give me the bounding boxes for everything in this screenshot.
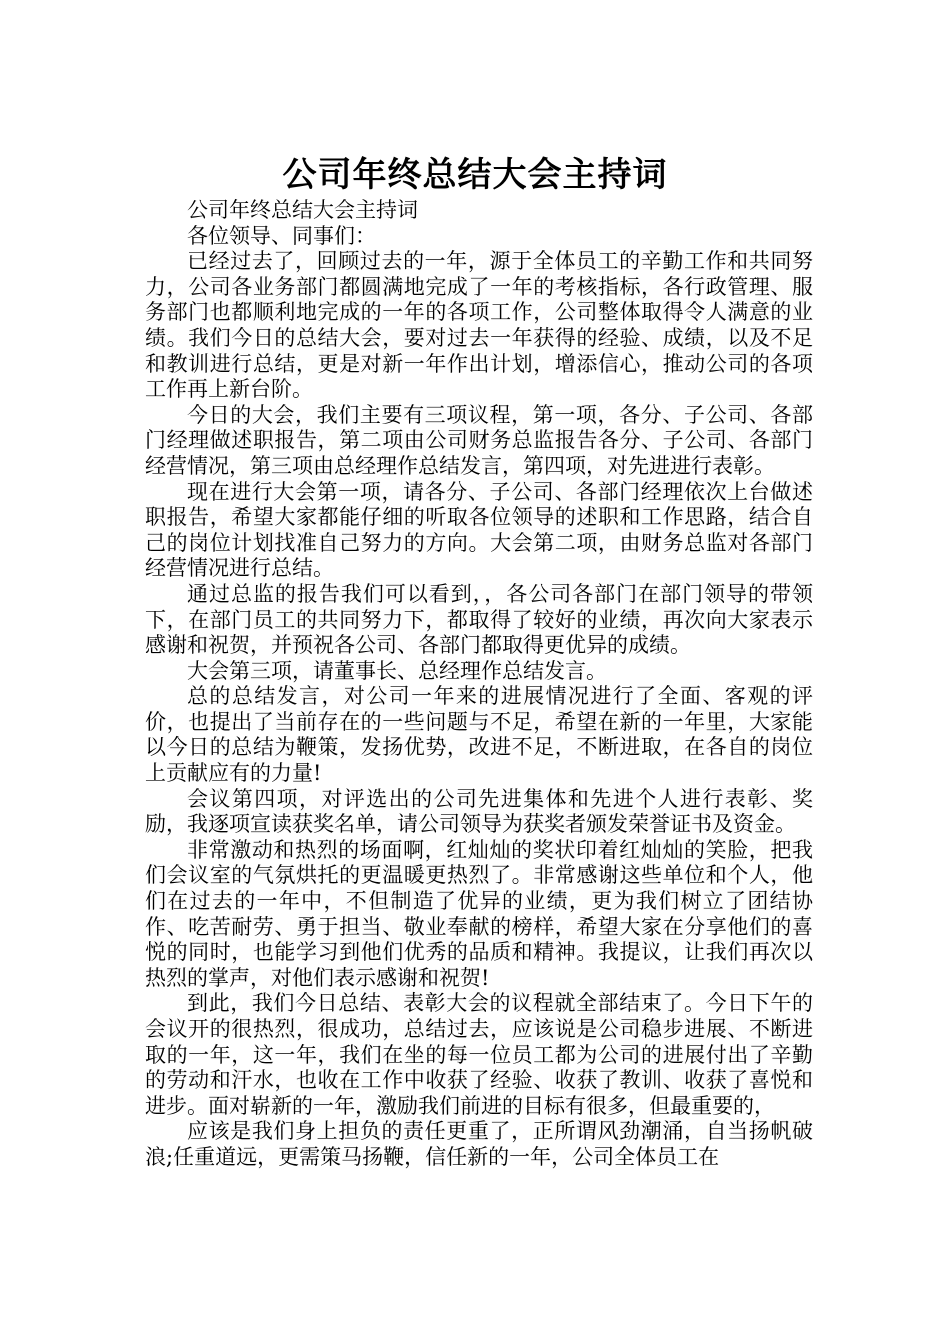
document-title: 公司年终总结大会主持词 — [282, 154, 668, 195]
paragraph-item-three: 大会第三项，请董事长、总经理作总结发言。 — [187, 658, 607, 683]
paragraph-awards: 非常激动和热烈的场面啊，红灿灿的奖状印着红灿灿的笑脸，把我们会议室的气氛烘托的更温暖更热烈了。非常感谢这些单位和个人，他们在过去的一年中，不但制造了优异的业绩，更为我们树立了团结协作、吃苦耐劳、勇于担当、敬业奉献的榜样，希望大家在分享他们的喜悦的同时，也能学习到他们优秀的品质和精神。我提议，让我们再次以热烈的掌声，对他们表示感谢和祝贺! — [145, 837, 813, 990]
paragraph-outlook: 应该是我们身上担负的责任更重了，正所谓风劲潮涌，自当扬帆破浪;任重道远，更需策马扬鞭，信任新的一年，公司全体员工在 — [145, 1119, 813, 1169]
paragraph-agenda: 今日的大会，我们主要有三项议程，第一项，各分、子公司、各部门经理做述职报告，第二项由公司财务总监报告各分、子公司、各部门经营情况，第三项由总经理作总结发言，第四项，对先进进行表彰。 — [145, 402, 813, 478]
paragraph-director-report: 通过总监的报告我们可以看到，，各公司各部门在部门领导的带领下，在部门员工的共同努力下，都取得了较好的业绩，再次向大家表示感谢和祝贺，并预祝各公司、各部门都取得更优异的成绩。 — [145, 581, 813, 658]
paragraph-summary-speech: 总的总结发言，对公司一年来的进展情况进行了全面、客观的评价，也提出了当前存在的一些问题与不足，希望在新的一年里，大家能以今日的总结为鞭策，发扬优势，改进不足，不断进取，在各自的岗位上贡献应有的力量! — [145, 684, 813, 786]
document-body — [145, 198, 813, 1171]
paragraph-closing: 到此，我们今日总结、表彰大会的议程就全部结束了。今日下午的会议开的很热烈，很成功，总结过去，应该说是公司稳步进展、不断进取的一年，这一年，我们在坐的每一位员工都为公司的进展付出了辛勤的劳动和汗水，也收在工作中收获了经验、收获了教训、收获了喜悦和进步。面对崭新的一年，激励我们前进的目标有很多，但最重要的， — [145, 991, 813, 1118]
paragraph-greeting: 各位领导、同事们： — [187, 223, 376, 248]
paragraph-item-four: 会议第四项，对评选出的公司先进集体和先进个人进行表彰、奖励，我逐项宣读获奖名单，请公司领导为获奖者颁发荣誉证书及资金。 — [145, 786, 813, 837]
paragraph-subtitle: 公司年终总结大会主持词 — [187, 198, 418, 222]
paragraph-review: 已经过去了，回顾过去的一年，源于全体员工的辛勤工作和共同努力，公司各业务部门都圆满地完成了一年的考核指标，各行政管理、服务部门也都顺利地完成的一年的各项工作，公司整体取得令人满意的业绩。我们今日的总结大会，要对过去一年获得的经验、成绩，以及不足和教训进行总结，更是对新一年作出计划，增添信心，推动公司的各项工作再上新台阶。 — [145, 249, 813, 402]
paragraph-item-one: 现在进行大会第一项，请各分、子公司、各部门经理依次上台做述职报告，希望大家都能仔细的听取各位领导的述职和工作思路，结合自己的岗位计划找准自己努力的方向。大会第二项，由财务总监对各部门经营情况进行总结。 — [145, 479, 813, 581]
